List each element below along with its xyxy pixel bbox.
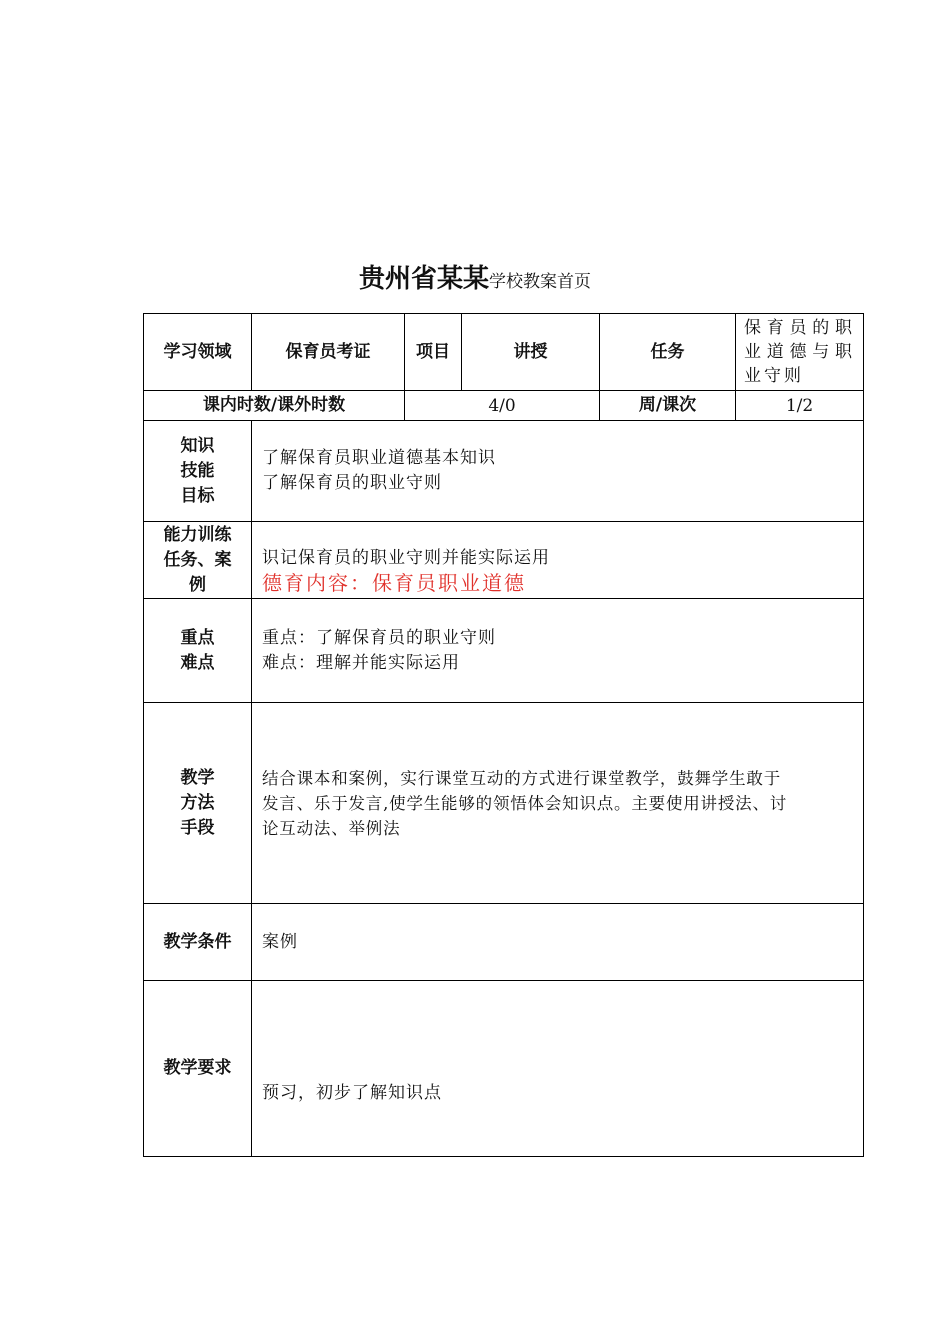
conditions-label: 教学条件 bbox=[144, 904, 252, 981]
requirements-label: 教学要求 bbox=[144, 981, 252, 1157]
keypoints-line: 难点：理解并能实际运用 bbox=[262, 652, 460, 673]
goals-label-line: 技能 bbox=[180, 460, 215, 481]
title-sub: 学校教案首页 bbox=[489, 272, 591, 292]
row-requirements bbox=[144, 981, 864, 1157]
methods-line: 结合课本和案例，实行课堂互动的方式进行课堂教学，鼓舞学生敢于 bbox=[262, 768, 781, 788]
project-value: 讲授 bbox=[462, 314, 600, 391]
requirements-value: 预习，初步了解知识点 bbox=[252, 981, 864, 1157]
task-value bbox=[736, 314, 864, 391]
row-keypoints bbox=[144, 599, 864, 703]
goals-label bbox=[144, 421, 252, 522]
training-label-line: 例 bbox=[189, 574, 206, 595]
page-title bbox=[0, 258, 950, 295]
project-label: 项目 bbox=[405, 314, 462, 391]
training-label-line: 能力训练 bbox=[163, 524, 232, 545]
conditions-value: 案例 bbox=[252, 904, 864, 981]
row-hours bbox=[144, 391, 864, 421]
week-label: 周/课次 bbox=[600, 391, 736, 421]
goals-content bbox=[252, 421, 864, 522]
goals-label-line: 目标 bbox=[180, 485, 215, 506]
goals-line: 了解保育员的职业守则 bbox=[262, 473, 442, 493]
moral-education: 德育内容：保育员职业道德 bbox=[262, 571, 526, 595]
training-label bbox=[144, 522, 252, 599]
training-line: 识记保育员的职业守则并能实际运用 bbox=[262, 548, 550, 568]
training-content bbox=[252, 522, 864, 599]
row-goals bbox=[144, 421, 864, 522]
task-label: 任务 bbox=[600, 314, 736, 391]
row-conditions bbox=[144, 904, 864, 981]
hours-label: 课内时数/课外时数 bbox=[144, 391, 405, 421]
task-value-line: 保育员的职 bbox=[744, 318, 855, 338]
keypoints-label-line: 难点 bbox=[180, 652, 215, 673]
field-label: 学习领域 bbox=[144, 314, 252, 391]
methods-label-line: 方法 bbox=[180, 792, 215, 813]
methods-label-line: 手段 bbox=[180, 817, 215, 838]
keypoints-label bbox=[144, 599, 252, 703]
row-field bbox=[144, 314, 864, 391]
task-value-line: 业守则 bbox=[744, 366, 804, 386]
hours-value: 4/0 bbox=[405, 391, 600, 421]
keypoints-label-line: 重点 bbox=[180, 627, 215, 648]
keypoints-line: 重点：了解保育员的职业守则 bbox=[262, 627, 496, 648]
row-training bbox=[144, 522, 864, 599]
methods-line: 发言、乐于发言,使学生能够的领悟体会知识点。主要使用讲授法、讨 bbox=[262, 793, 788, 813]
goals-line: 了解保育员职业道德基本知识 bbox=[262, 448, 496, 468]
methods-label bbox=[144, 703, 252, 904]
training-label-line: 任务、案 bbox=[163, 549, 232, 570]
goals-label-line: 知识 bbox=[180, 435, 215, 456]
task-value-line: 业道德与职 bbox=[744, 342, 855, 362]
field-value: 保育员考证 bbox=[252, 314, 405, 391]
row-methods bbox=[144, 703, 864, 904]
title-main: 贵州省某某 bbox=[358, 264, 489, 294]
lesson-plan-table bbox=[143, 313, 864, 1157]
week-value: 1/2 bbox=[736, 391, 864, 421]
methods-label-line: 教学 bbox=[180, 767, 215, 788]
methods-line: 论互动法、举例法 bbox=[262, 818, 401, 838]
keypoints-content bbox=[252, 599, 864, 703]
methods-content bbox=[252, 703, 864, 904]
